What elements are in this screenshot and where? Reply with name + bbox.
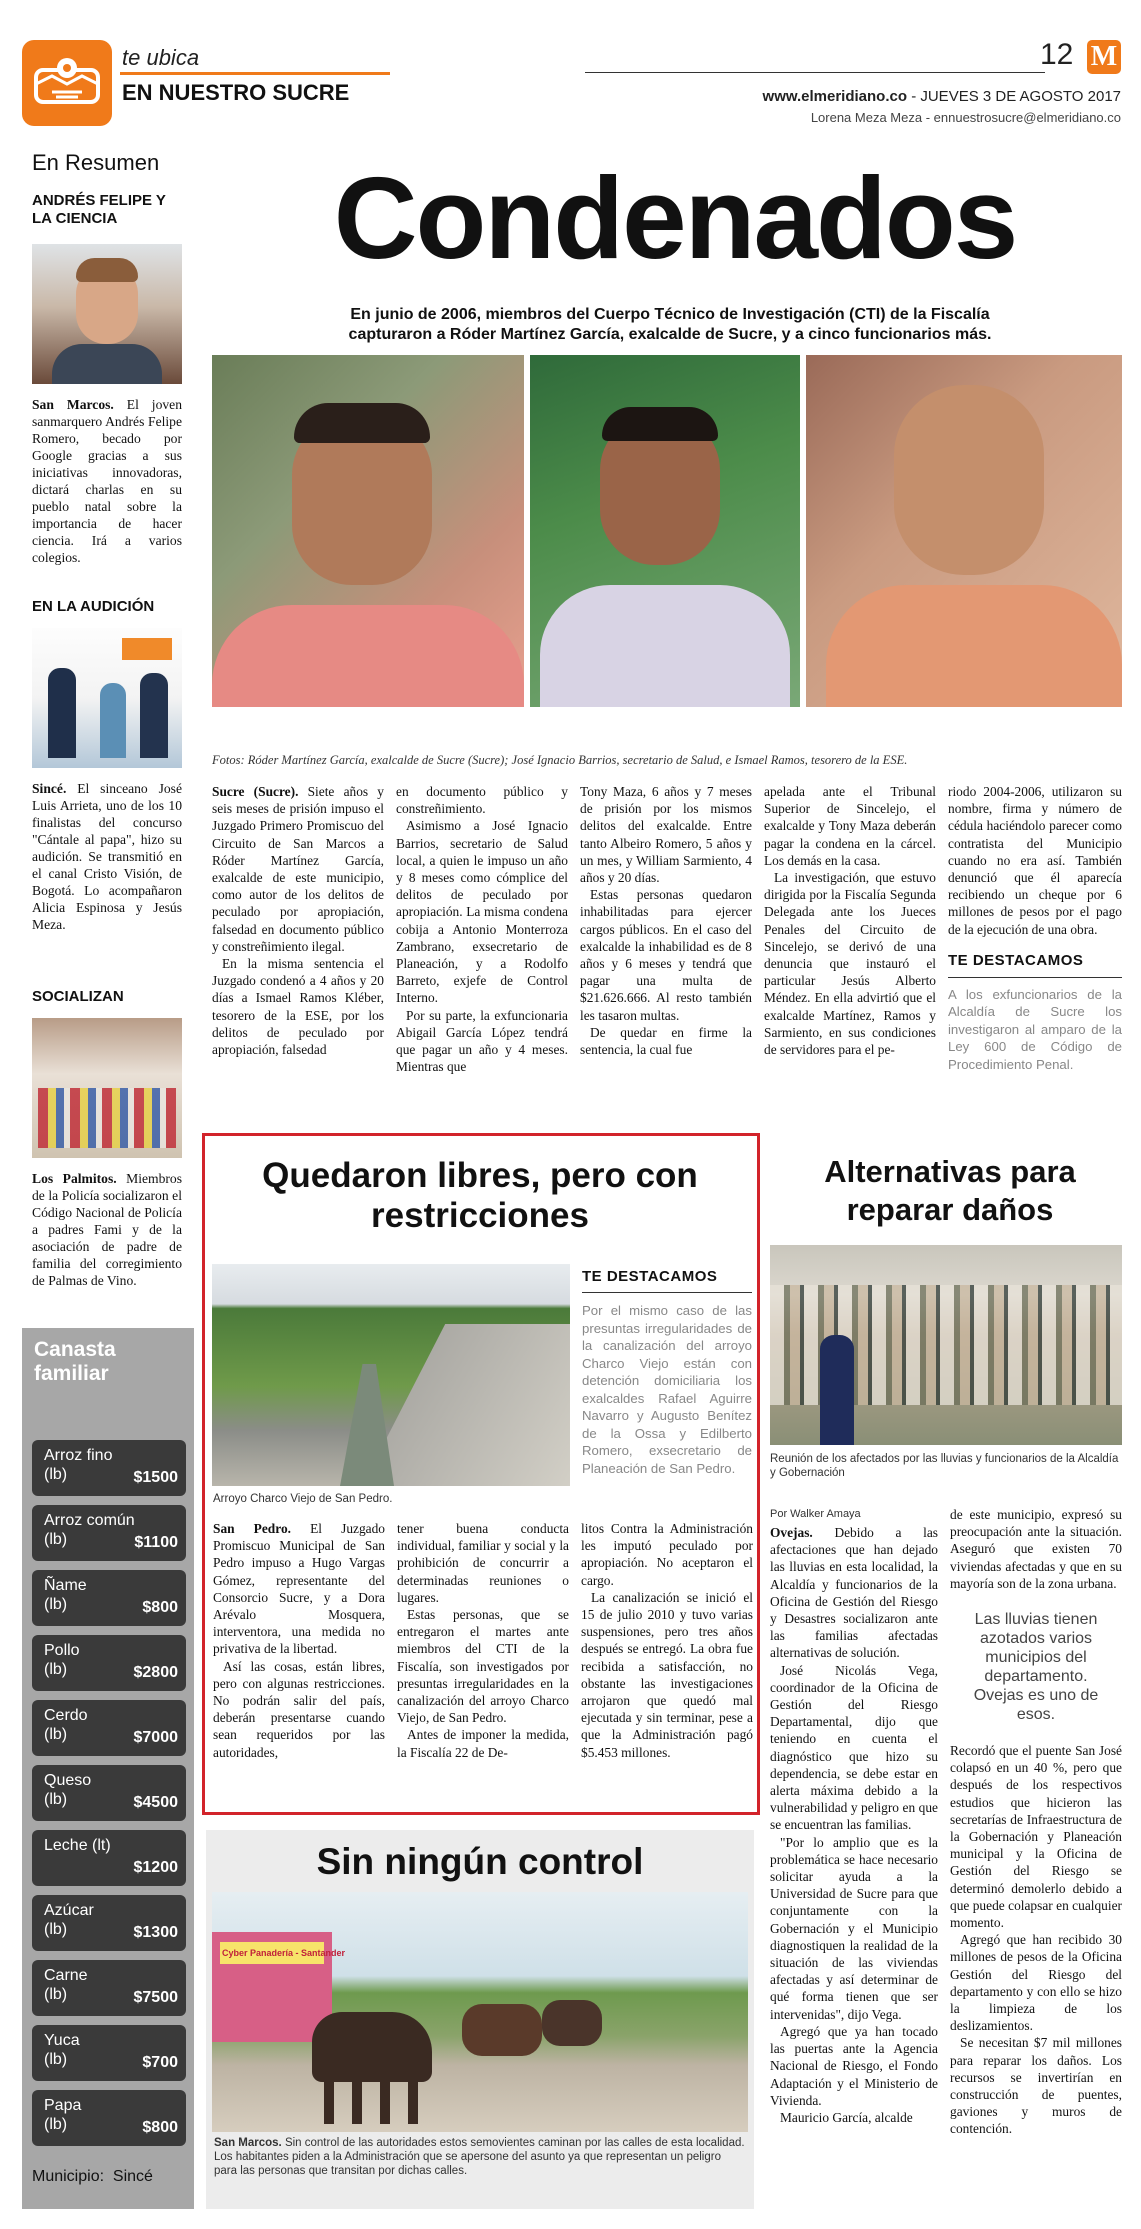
libres-box: [202, 1133, 760, 1815]
article-text: Por su parte, la exfuncionaria Abigail García López tendrá que pagar un año y 4 meses. Mientras que: [396, 1007, 568, 1075]
crowd: [38, 1088, 176, 1148]
destacamos-rule: [948, 977, 1122, 978]
article-text: La investigación, que estuvo dirigida por la Fiscalía Segunda Delegada ante los Jueces Penales del Circuito de Sincelejo, se derivó de una denuncia que instauró el particular Jesús Alberto Méndez. En ella advirtió que el exalcalde Martínez, Ramos y Sarmiento, en sus condiciones de servidores para el pe-: [764, 870, 936, 1058]
canasta-title: Canasta familiar: [34, 1338, 116, 1385]
article-text: riodo 2004-2006, utilizaron su nombre, firma y número de cédula haciéndolo parecer como contratista del Municipio cuando no era así. También denunció que él aparecía recibiendo un cheque por 6 millones de pesos por el pago de la ejecución de una obra.: [948, 784, 1122, 937]
article-text: Antes de imponer la medida, la Fiscalía 22 de De-: [397, 1727, 569, 1760]
sidebar: [22, 140, 192, 2209]
canasta-item: [32, 1960, 186, 2016]
article-text: Agregó que ya han tocado las puertas ante la Agencia Nacional de Riesgo, el Fondo Adaptación y el Ministerio de Vivienda.: [770, 2023, 938, 2108]
canasta-item: [32, 1505, 186, 1561]
libres-photo: [212, 1264, 570, 1486]
canasta-item-price: $4500: [133, 1794, 178, 1811]
cow-1: [312, 2012, 432, 2082]
libres-column: [397, 1520, 569, 1761]
destacamos-heading: TE DESTACAMOS: [948, 951, 1084, 969]
canasta-item-name: Yuca (lb): [44, 2032, 80, 2068]
canasta-item-price: $7000: [133, 1729, 178, 1746]
sidebar-item-heading: ANDRÉS FELIPE Y LA CIENCIA: [32, 192, 166, 227]
canasta-item-price: $700: [142, 2054, 178, 2071]
performer-1: [48, 668, 76, 758]
canasta-item-price: $2800: [133, 1664, 178, 1681]
canasta-item-name: Cerdo (lb): [44, 1707, 88, 1743]
article-text: "Por lo amplio que es la problemática se hace necesario solicitar ayuda a la Universidad de Sucre para que conjuntamente con la Gobernación y el Municipio diagnostiquen la realidad de la situación de las viviendas afectadas y así determinar de qué forma tienen que ser intervenidas", dijo Vega.: [770, 1834, 938, 2022]
article-text: José Nicolás Vega, coordinador de la Oficina de Gestión del Riesgo Departamental, dijo que teniendo en cuenta el diagnóstico que hizo su dependencia, se debe estar en alerta máxima debido a la vulnerabilidad y peligro en que se encuentran las familias.: [770, 1662, 938, 1833]
article-text: En la misma sentencia el Juzgado condenó a 4 años y 20 días a Ismael Ramos Kléber, tesorero de la ESE, por los delitos de peculado por apropiación, falsedad: [212, 956, 384, 1058]
caption-text: Sin control de las autoridades estos semovientes caminan por las calles de esta localidad. Los habitantes piden a la Administración que se apersone del asunto ya que representan un peligro para las personas que transitan por dichas calles.: [214, 2137, 745, 2177]
canasta-footer: Municipio: Sincé: [32, 2168, 153, 2185]
control-caption: [214, 2136, 746, 2178]
canasta-item-price: $1300: [133, 1924, 178, 1941]
byline: Lorena Meza Meza - ennuestrosucre@elmeridiano.co: [810, 110, 1121, 125]
article-lead: Sucre (Sucre).: [212, 784, 299, 799]
canasta-item-price: $800: [142, 2119, 178, 2136]
libres-column: [581, 1520, 753, 1761]
article-text: Mauricio García, alcalde: [780, 2109, 913, 2125]
issue-date: - JUEVES 3 DE AGOSTO 2017: [911, 88, 1121, 105]
performer-2: [100, 683, 126, 758]
alternativas-byline: Por Walker Amaya: [770, 1508, 861, 1520]
sidebar-item-body: El sinceano José Luis Arrieta, uno de los 10 finalistas del concurso "Cántale al papa", hizo su audición. Se transmitió en el canal Cristo Visión, de Bogotá. Lo acompañaron Alicia Espinosa y Jesús Meza.: [32, 781, 182, 932]
main-article-body: [212, 783, 1122, 1123]
alternativas-column: [770, 1524, 938, 2126]
cow-1-legs: [324, 2078, 420, 2124]
sidebar-photo-andres: [32, 244, 182, 384]
canasta-item: [32, 2090, 186, 2146]
cow-2: [462, 2004, 542, 2056]
main-headline: Condenados: [333, 153, 1017, 283]
destacamos-text: A los exfuncionarios de la Alcaldía de Sucre los investigaron al amparo de la Ley 600 de Código de Procedimiento Penal.: [948, 986, 1122, 1072]
photo-ramos: [806, 355, 1122, 707]
sidebar-item-lead: Los Palmitos.: [32, 1171, 117, 1186]
canasta-item: [32, 2025, 186, 2081]
article-text: Estas personas, que se entregaron el martes ante miembros del CTI de la Fiscalía, son investigados por presuntas irregularidades en la canalización del arroyo Charco Viejo, de San Pedro.: [397, 1607, 569, 1726]
article-text: Asimismo a José Ignacio Barrios, secretario de Salud local, a quien le impuso un año y 8 meses como cómplice del delitos de peculado por apropiación. La misma condena cobija a Antonio Monterroza Zambrano, exsecretario de Planeación, y a Rodolfo Barreto, exjefe de Control Interno.: [396, 818, 568, 1006]
control-photo: [212, 1892, 748, 2132]
canasta-item: [32, 1635, 186, 1691]
canasta-item-name: Queso (lb): [44, 1772, 92, 1808]
article-text: apelada ante el Tribunal Superior de Sincelejo, el exalcalde y Tony Maza deberán pagar la condena en la cárcel. Los demás en la casa.: [764, 784, 936, 868]
canasta-item-price: $800: [142, 1599, 178, 1616]
article-lead: Ovejas.: [770, 1525, 813, 1540]
alternativas-column: [950, 1506, 1122, 2138]
sidebar-photo-socializan: [32, 1018, 182, 1158]
article-text: El Juzgado Promiscuo Municipal de San Pedro impuso a Hugo Vargas Gómez, representante del Consorcio Sucre, y a Dora Arévalo Mosquera, interventora, una medida no privativa de la libertad.: [213, 1521, 385, 1657]
article-lead: San Pedro.: [213, 1521, 292, 1536]
publication-logo: [1087, 40, 1121, 74]
control-headline: Sin ningún control: [316, 1841, 644, 1882]
libres-destacamos-text: Por el mismo caso de las presuntas irregularidades de la canalización del arroyo Charco Viejo están con detención domiciliaria los exalcaldes Rafael Aguirre Navarro y Augusto Benítez de la Ossa y Edilberto Romero, exsecretario de Planeación de San Pedro.: [582, 1303, 752, 1476]
canal-wall: [362, 1324, 570, 1486]
canasta-item-name: Carne (lb): [44, 1967, 88, 2003]
shop-sign-text: Cyber Panadería - Santander: [222, 1948, 346, 1958]
canasta-item-name: Azúcar (lb): [44, 1902, 94, 1938]
canasta-item: [32, 1700, 186, 1756]
performer-3: [140, 673, 168, 758]
article-text: Estas personas quedaron inhabilitadas para ejercer cargos públicos. En el caso del exalcalde la inhabilidad es de 8 años y 6 meses y tendrá que pagar una multa de $21.626.666. Al resto también les tasaron multas.: [580, 887, 752, 1023]
shirt: [212, 605, 524, 707]
article-column: [764, 783, 936, 1058]
section-title: EN NUESTRO SUCRE: [122, 80, 350, 105]
cow-3: [542, 2000, 602, 2046]
article-text: en documento público y constreñimiento.: [396, 784, 568, 817]
libres-destacamos-rule: [582, 1292, 752, 1293]
section-divider: [120, 72, 390, 75]
sidebar-photo-audition: [32, 628, 182, 768]
photo-roder: [212, 355, 524, 707]
sidebar-title: En Resumen: [32, 150, 160, 175]
website-link[interactable]: www.elmeridiano.co: [762, 88, 908, 105]
shirt: [540, 585, 790, 707]
sidebar-item-body: El joven sanmarquero Andrés Felipe Romero, becado por Google gracias a sus iniciativas innovadoras, dictará charlas en su pueblo natal sobre la importancia de hacer ciencia. Irá a varios colegios.: [32, 397, 182, 565]
canasta-item-name: Ñame (lb): [44, 1577, 87, 1613]
sidebar-item-text: [32, 1170, 182, 1289]
article-text: Debido a las afectaciones que han dejado las lluvias en esta localidad, la Alcaldía y funcionarios de la Oficina de Gestión del Riesgo y Desastres socializaron ante las familias afectadas alternativas de solución.: [770, 1525, 938, 1661]
hair: [294, 403, 430, 443]
sidebar-item-text: [32, 396, 182, 566]
portrait-shirt: [52, 344, 162, 384]
portrait-hair: [76, 258, 138, 282]
article-text: Se necesitan $7 mil millones para reparar los daños. Los recursos se invertirían en construcción de puentes, gaviones y muros de contención.: [950, 2035, 1122, 2137]
stage-banner: [122, 638, 172, 660]
canasta-item-price: $1500: [133, 1469, 178, 1486]
photo-caption: Fotos: Róder Martínez García, exalcalde de Sucre (Sucre); José Ignacio Barrios, secretario de Salud, e Ismael Ramos, tesorero de la ESE.: [212, 753, 908, 767]
canasta-item: [32, 1440, 186, 1496]
alternativas-headline: Alternativas para reparar daños: [824, 1154, 1076, 1227]
article-text: Así las cosas, están libres, pero con algunas restricciones. No podrán salir del país, deberán presentarse cuando sean requeridos por las autoridades,: [213, 1658, 385, 1760]
section-title-small: te ubica: [122, 45, 200, 70]
canasta-item-price: $1200: [133, 1859, 178, 1876]
photo-barrios: [530, 355, 800, 707]
canasta-item-price: $7500: [133, 1989, 178, 2006]
canasta-item: [32, 1895, 186, 1951]
article-text: La canalización se inició el 15 de julio 2010 y tuvo varias suspensiones, pero tres años después se entregó. La obra fue recibida a satisfacción, no obstante las investigaciones arrojaron que quedó mal ejecutada y sin terminar, pese a que la Administración pagó $5.453 millones.: [581, 1589, 753, 1760]
hair: [602, 407, 718, 441]
sidebar-item-heading: EN LA AUDICIÓN: [32, 598, 155, 615]
canasta-item: [32, 1765, 186, 1821]
article-text: Recordó que el puente San José colapsó en un 40 %, pero que después de los respectivos estudios que hicieron las secretarías de Infraestructura de la Gobernación y Planeación municipal y la Oficina de Gestión del Riesgo se determinó demolerlo debido a que puede colapsar en cualquier momento.: [950, 1743, 1122, 1931]
sidebar-item-lead: Sincé.: [32, 781, 67, 796]
article-text: litos Contra la Administración les imputó peculado por apropiación. No aceptaron el cargo.: [581, 1521, 753, 1588]
face: [894, 385, 1044, 575]
main-subhead: En junio de 2006, miembros del Cuerpo Técnico de Investigación (CTI) de la Fiscalía capturaron a Róder Martínez García, exalcalde de Sucre, y a cinco funcionarios más.: [348, 306, 992, 343]
canasta-item-price: $1100: [134, 1534, 178, 1551]
libres-photo-caption: Arroyo Charco Viejo de San Pedro.: [213, 1493, 393, 1505]
article-text: tener buena conducta individual, familiar y social y la prohibición de concurrir a determinadas reuniones o lugares.: [397, 1521, 569, 1605]
article-text: De quedar en firme la sentencia, la cual fue: [580, 1024, 752, 1058]
article-text: de este municipio, expresó su preocupación ante la situación. Aseguró que existen 70 viviendas afectadas y que en su mayoría son de la zona urbana.: [950, 1507, 1122, 1591]
libres-column: [213, 1520, 385, 1761]
canasta-item-name: Arroz común (lb): [44, 1512, 135, 1548]
libres-headline: Quedaron libres, pero con restricciones: [262, 1156, 698, 1235]
alternativas-caption: Reunión de los afectados por las lluvias y funcionarios de la Alcaldía y Gobernación: [770, 1453, 1119, 1479]
canasta-item-name: Papa (lb): [44, 2097, 82, 2133]
sidebar-item-body: Miembros de la Policía socializaron el Código Nacional de Policía a padres Fami y de la asociación de padre de familia del corregimiento de Palmas de Vino.: [32, 1171, 183, 1288]
canasta-item-name: Pollo (lb): [44, 1642, 80, 1678]
sidebar-item-heading: SOCIALIZAN: [32, 988, 124, 1005]
control-box: [206, 1830, 754, 2209]
article-text: Siete años y seis meses de prisión impuso el Juzgado Primero Promiscuo del Circuito de San Marcos a Róder Martínez García, exalcalde de este municipio, como autor de los delitos de peculado por apropiación, falsedad en documento público y constreñimiento ilegal.: [212, 784, 384, 954]
sidebar-item-lead: San Marcos.: [32, 397, 114, 412]
dateline: [763, 88, 1121, 105]
caption-lead: San Marcos.: [214, 2137, 282, 2149]
pull-quote: Las lluvias tienen azotados varios municipios del departamento. Ovejas es uno de esos.: [973, 1611, 1099, 1724]
article-text: Agregó que han recibido 30 millones de pesos de la Oficina Gestión del Riesgo del departamento y con ello se hizo la limpieza de los deslizamientos.: [950, 1932, 1122, 2034]
canasta-item-name: Arroz fino (lb): [44, 1447, 113, 1483]
alternativas-photo: [770, 1245, 1122, 1445]
canasta-item-name: Leche (lt): [44, 1837, 111, 1854]
libres-destacamos-heading: TE DESTACAMOS: [582, 1268, 718, 1285]
map-pin-icon: [22, 40, 112, 126]
top-rule: [585, 72, 1045, 73]
article-column: [396, 783, 568, 1075]
page-number: 12: [1040, 38, 1074, 71]
canasta-item: [32, 1570, 186, 1626]
speaker: [820, 1335, 854, 1445]
logo-letter: M: [1090, 41, 1118, 72]
section-logo: [22, 40, 112, 126]
sidebar-item-text: [32, 780, 182, 933]
article-column: [212, 783, 384, 1058]
article-column: [580, 783, 752, 1058]
canasta-item: [32, 1830, 186, 1886]
shirt: [826, 585, 1122, 707]
article-column: [948, 783, 1122, 1073]
article-text: Tony Maza, 6 años y 7 meses de prisión por los mismos delitos del exalcalde. Entre tanto Albeiro Romero, 5 años y un mes, y William Sarmiento, 4 años y 20 días.: [580, 784, 752, 886]
